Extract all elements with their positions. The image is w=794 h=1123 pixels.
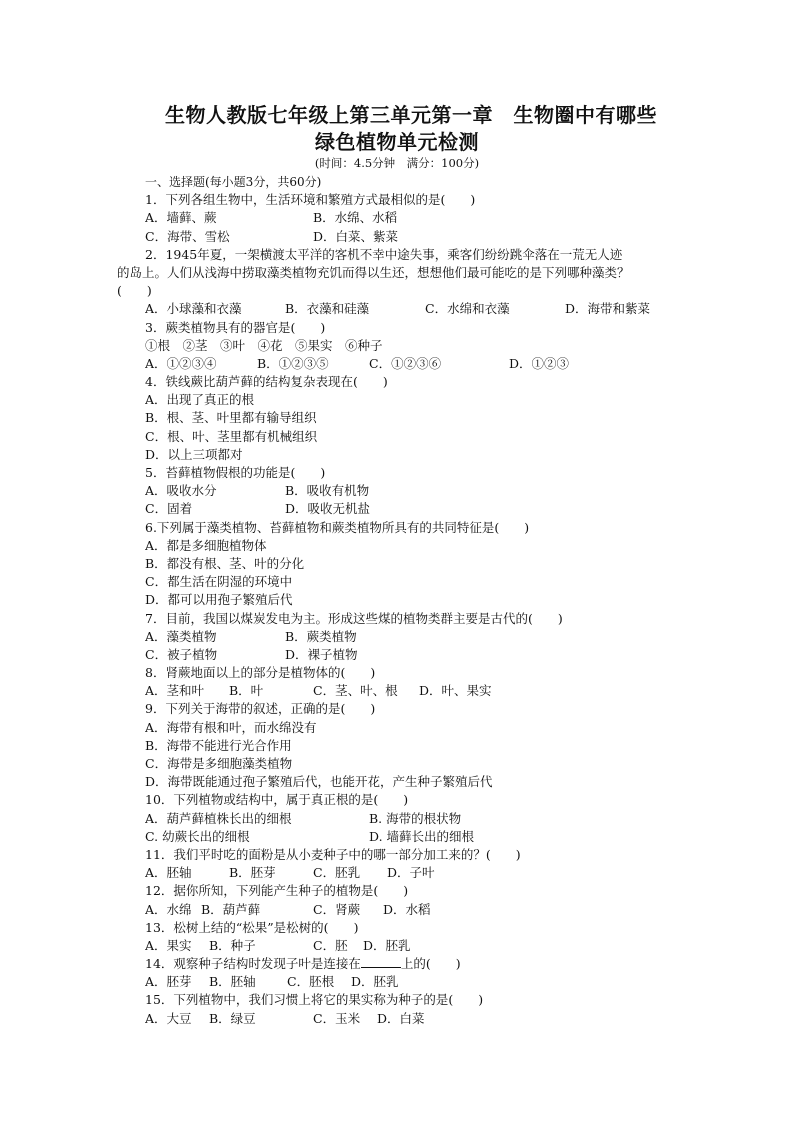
q9-option-d: D．海带既能通过孢子繁殖后代，也能开花，产生种子繁殖后代 [145, 774, 493, 790]
q15-option-c: C．玉米 [313, 1010, 361, 1026]
q13-option-d: D．胚乳 [363, 937, 411, 953]
q12-option-c: C．肾蕨 [313, 901, 361, 917]
q3-stem: 3．蕨类植物具有的器官是( ) [145, 319, 326, 335]
q11-option-d: D．子叶 [387, 865, 435, 881]
q6-option-c: C．都生活在阴湿的环境中 [145, 574, 293, 590]
section-heading: 一、选择题(每小题3分，共60分) [145, 175, 322, 189]
q8-stem: 8．肾蕨地面以上的部分是植物体的( ) [145, 665, 376, 681]
q10-option-a: A．葫芦藓植株长出的细根 [145, 810, 292, 826]
q15-option-d: D．白菜 [377, 1010, 425, 1026]
q1-option-a: A．墙藓、蕨 [145, 210, 217, 226]
question-list [117, 173, 665, 1028]
q7-option-b: B．蕨类植物 [285, 628, 357, 644]
q14-option-c: C．胚根 [287, 974, 335, 990]
q15-option-a: A．大豆 [145, 1010, 192, 1026]
q2-stem-line3: ( ) [117, 283, 152, 299]
q9-stem: 9．下列关于海带的叙述，正确的是( ) [145, 701, 376, 717]
q4-stem: 4．铁线蕨比葫芦藓的结构复杂表现在( ) [145, 374, 388, 390]
q7-options-row1 [145, 628, 665, 646]
q2-options [145, 300, 665, 318]
q6-option-d: D．都可以用孢子繁殖后代 [145, 592, 293, 608]
q8-option-a: A．茎和叶 [145, 683, 205, 699]
q2-stem-line1: 2．1945年夏，一架横渡太平洋的客机不幸中途失事，乘客们纷纷跳伞落在一荒无人迹 [145, 246, 623, 262]
q12-option-d: D．水稻 [383, 901, 431, 917]
q2-option-c: C．水绵和衣藻 [425, 301, 510, 317]
q1-option-c: C．海带、雪松 [145, 228, 230, 244]
q3-items: ①根 ②茎 ③叶 ④花 ⑤果实 ⑥种子 [145, 337, 383, 353]
q9-option-c: C．海带是多细胞藻类植物 [145, 756, 293, 771]
q5-stem: 5．苔藓植物假根的功能是( ) [145, 465, 326, 480]
q2-option-d: D．海带和紫菜 [565, 301, 651, 317]
q10-options-row1 [145, 810, 665, 828]
q13-option-c: C．胚 [313, 937, 348, 953]
q13-stem: 13．松树上结的“松果”是松树的( ) [145, 919, 359, 935]
q5-option-d: D．吸收无机盐 [285, 501, 371, 517]
q12-stem: 12．据你所知，下列能产生种子的植物是( ) [145, 883, 409, 899]
document-title-line1: 生物人教版七年级上第三单元第一章 生物圈中有哪些 [165, 103, 657, 127]
q11-stem: 11．我们平时吃的面粉是从小麦种子中的哪一部分加工来的？( ) [145, 846, 521, 862]
q13-option-b: B．种子 [209, 937, 256, 953]
q6-option-b: B．都没有根、茎、叶的分化 [145, 555, 305, 571]
q7-stem: 7．目前，我国以煤炭发电为主。形成这些煤的植物类群主要是古代的( ) [145, 610, 563, 626]
q1-options-row1 [145, 209, 665, 227]
q4-option-d: D．以上三项都对 [145, 446, 243, 462]
q11-option-c: C．胚乳 [313, 865, 361, 881]
q15-option-b: B．绿豆 [209, 1010, 256, 1026]
q1-option-d: D．白菜、紫菜 [313, 228, 399, 244]
q14-option-b: B．胚轴 [209, 974, 256, 990]
q11-options [145, 864, 665, 882]
q5-option-c: C．固着 [145, 501, 193, 517]
q5-options-row2 [145, 500, 665, 518]
q14-stem-pre: 14．观察种子结构时发现子叶是连接在 [145, 956, 361, 972]
q3-option-a: A．①②③④ [145, 355, 217, 371]
q4-option-c: C．根、叶、茎里都有机械组织 [145, 428, 318, 444]
q8-option-d: D．叶、果实 [419, 683, 492, 699]
q15-stem: 15．下列植物中，我们习惯上将它的果实称为种子的是( ) [145, 992, 484, 1008]
q4-option-a: A．出现了真正的根 [145, 392, 255, 408]
exam-meta: (时间：4.5分钟 满分：100分) [314, 156, 480, 170]
q14-options [145, 973, 665, 991]
q12-option-a: A．水绵 [145, 901, 192, 917]
q2-stem-line2: 的岛上。人们从浅海中捞取藻类植物充饥而得以生还，想想他们最可能吃的是下列哪种藻类？ [117, 264, 630, 280]
q3-option-c: C．①②③⑥ [369, 355, 442, 371]
q10-option-d: D. 墙藓长出的细根 [369, 828, 475, 844]
q7-options-row2 [145, 646, 665, 664]
q2-option-b: B．衣藻和硅藻 [285, 301, 370, 317]
q5-option-b: B．吸收有机物 [285, 483, 370, 499]
q11-option-b: B．胚芽 [229, 865, 276, 881]
q7-option-d: D．裸子植物 [285, 646, 358, 662]
q14-stem-post: 上的( ) [400, 956, 461, 972]
q9-option-b: B．海带不能进行光合作用 [145, 737, 292, 753]
q5-options-row1 [145, 482, 665, 500]
q3-option-b: B．①②③⑤ [257, 355, 329, 371]
q10-option-b: B. 海带的根状物 [369, 810, 462, 826]
q10-options-row2 [145, 828, 665, 846]
q7-option-a: A．藻类植物 [145, 628, 217, 644]
q13-option-a: A．果实 [145, 937, 192, 953]
q7-option-c: C．被子植物 [145, 646, 218, 662]
q10-option-c: C. 幼蕨长出的细根 [145, 828, 250, 844]
q10-stem: 10．下列植物或结构中，属于真正根的是( ) [145, 792, 409, 808]
q1-option-b: B．水绵、水稻 [313, 210, 398, 226]
q11-option-a: A．胚轴 [145, 865, 192, 881]
q4-option-b: B．根、茎、叶里都有输导组织 [145, 410, 317, 426]
q8-options [145, 682, 665, 700]
q12-option-b: B．葫芦藓 [201, 901, 261, 917]
q14-blank [361, 955, 401, 968]
document-title-line2: 绿色植物单元检测 [315, 130, 479, 154]
q15-options [145, 1010, 665, 1028]
q13-options [145, 937, 665, 955]
q1-stem: 1．下列各组生物中，生活环境和繁殖方式最相似的是( ) [145, 192, 476, 208]
q3-options [145, 355, 665, 373]
q14-stem [145, 955, 665, 973]
q8-option-c: C．茎、叶、根 [313, 683, 398, 699]
q6-option-a: A．都是多细胞植物体 [145, 537, 267, 553]
q1-options-row2 [145, 228, 665, 246]
q14-option-d: D．胚乳 [351, 974, 399, 990]
q8-option-b: B．叶 [229, 683, 264, 699]
q6-stem: 6.下列属于藻类植物、苔藓植物和蕨类植物所具有的共同特征是( ) [145, 519, 530, 535]
q14-option-a: A．胚芽 [145, 974, 192, 990]
q9-option-a: A．海带有根和叶，而水绵没有 [145, 719, 317, 735]
q5-option-a: A．吸收水分 [145, 483, 217, 499]
q3-option-d: D．①②③ [509, 355, 570, 371]
q12-options [145, 901, 665, 919]
q2-option-a: A．小球藻和衣藻 [145, 301, 242, 317]
